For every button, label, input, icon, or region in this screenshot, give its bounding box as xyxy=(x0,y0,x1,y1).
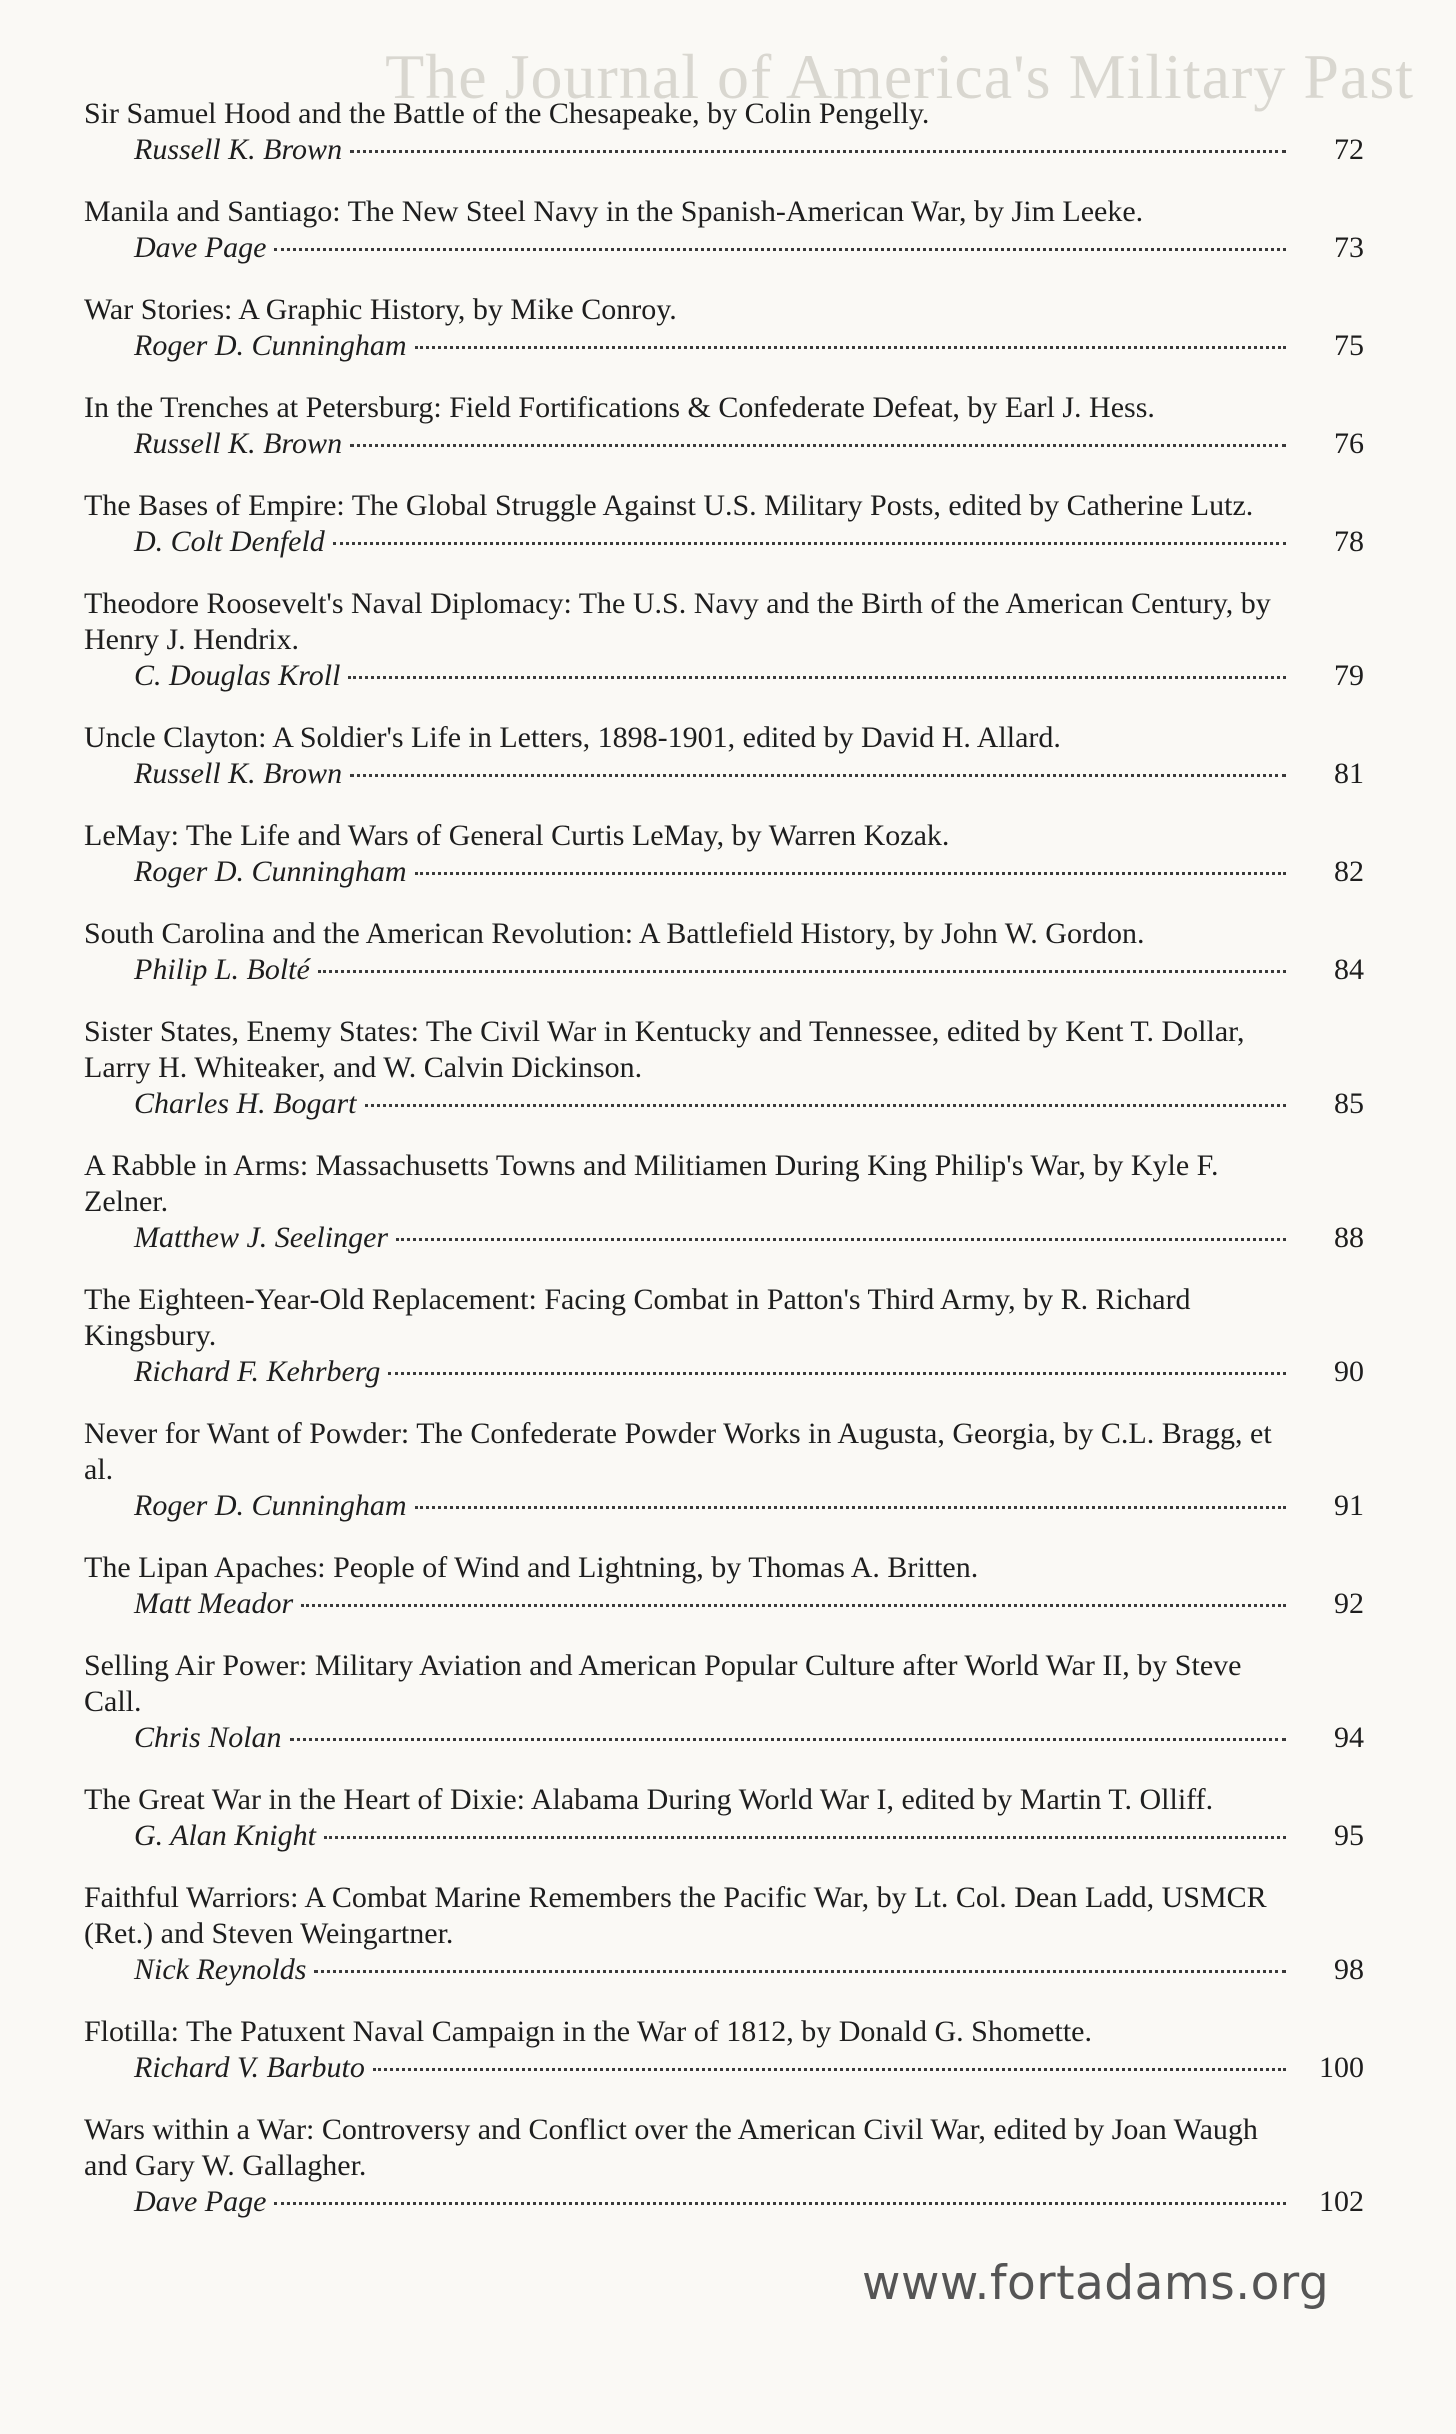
list-item xyxy=(84,96,1364,168)
dot-leader xyxy=(274,248,1286,251)
reviewer-line xyxy=(84,854,1364,890)
entry-page-number: 85 xyxy=(1334,1087,1364,1120)
entry-title: Sister States, Enemy States: The Civil War in Kentucky and Tennessee, edited by Kent T. Dollar, Larry H. Whiteaker, and W. Calvin Dickinson. xyxy=(84,1015,1245,1084)
entry-title: A Rabble in Arms: Massachusetts Towns and Militiamen During King Philip's War, by Kyle F. Zelner. xyxy=(84,1149,1219,1218)
entry-reviewer: Russell K. Brown xyxy=(134,757,343,790)
list-item xyxy=(84,2112,1364,2220)
entry-title: The Lipan Apaches: People of Wind and Lightning, by Thomas A. Britten. xyxy=(84,1551,979,1584)
entry-page-number: 94 xyxy=(1334,1721,1364,1754)
reviewer-line xyxy=(84,1354,1364,1390)
entry-reviewer: Roger D. Cunningham xyxy=(134,1489,407,1522)
entry-reviewer: C. Douglas Kroll xyxy=(134,659,341,692)
entry-page-number: 79 xyxy=(1334,659,1364,692)
entry-reviewer: Charles H. Bogart xyxy=(134,1087,357,1120)
dot-leader xyxy=(415,872,1287,875)
reviewer-line xyxy=(84,952,1364,988)
entry-reviewer: Dave Page xyxy=(134,231,267,264)
dot-leader xyxy=(274,2202,1286,2205)
entry-reviewer: Roger D. Cunningham xyxy=(134,855,407,888)
entry-reviewer: G. Alan Knight xyxy=(134,1819,316,1852)
entry-title: Uncle Clayton: A Soldier's Life in Letters, 1898-1901, edited by David H. Allard. xyxy=(84,721,1061,754)
reviewer-line xyxy=(84,426,1364,462)
reviewer-line xyxy=(84,1220,1364,1256)
entry-reviewer: Chris Nolan xyxy=(134,1721,282,1754)
entry-title: LeMay: The Life and Wars of General Curtis LeMay, by Warren Kozak. xyxy=(84,819,950,852)
list-item xyxy=(84,1782,1364,1854)
entry-page-number: 88 xyxy=(1334,1221,1364,1254)
reviewer-line xyxy=(84,1488,1364,1524)
dot-leader xyxy=(290,1738,1286,1741)
reviewer-line xyxy=(84,230,1364,266)
entry-page-number: 76 xyxy=(1334,427,1364,460)
dot-leader xyxy=(365,1104,1286,1107)
dot-leader xyxy=(373,2068,1286,2071)
dot-leader xyxy=(415,346,1287,349)
entry-reviewer: Russell K. Brown xyxy=(134,427,343,460)
entry-page-number: 72 xyxy=(1334,133,1364,166)
entry-title: Wars within a War: Controversy and Conflict over the American Civil War, edited by Joan Waugh and Gary W. Gallagher. xyxy=(84,2113,1258,2182)
reviewer-line xyxy=(84,1086,1364,1122)
entry-page-number: 91 xyxy=(1334,1489,1364,1522)
dot-leader xyxy=(333,542,1286,545)
list-item xyxy=(84,818,1364,890)
dot-leader xyxy=(396,1238,1286,1241)
entry-reviewer: Russell K. Brown xyxy=(134,133,343,166)
reviewer-line xyxy=(84,524,1364,560)
entry-title: The Great War in the Heart of Dixie: Alabama During World War I, edited by Martin T. Olliff. xyxy=(84,1783,1214,1816)
entry-reviewer: Roger D. Cunningham xyxy=(134,329,407,362)
list-item xyxy=(84,1416,1364,1524)
entry-reviewer: Richard V. Barbuto xyxy=(134,2051,365,2084)
list-item xyxy=(84,390,1364,462)
site-watermark: www.fortadams.org xyxy=(858,2256,1333,2311)
reviewer-line xyxy=(84,756,1364,792)
entry-title: Flotilla: The Patuxent Naval Campaign in the War of 1812, by Donald G. Shomette. xyxy=(84,2015,1092,2048)
list-item xyxy=(84,1014,1364,1122)
entry-title: The Bases of Empire: The Global Struggle Against U.S. Military Posts, edited by Catherine Lutz. xyxy=(84,489,1254,522)
dot-leader xyxy=(301,1604,1286,1607)
entry-page-number: 75 xyxy=(1334,329,1364,362)
entry-reviewer: Richard F. Kehrberg xyxy=(134,1355,381,1388)
entry-reviewer: Nick Reynolds xyxy=(134,1953,307,1986)
list-item xyxy=(84,292,1364,364)
entry-page-number: 98 xyxy=(1334,1953,1364,1986)
entry-reviewer: Matthew J. Seelinger xyxy=(134,1221,389,1254)
entry-page-number: 95 xyxy=(1334,1819,1364,1852)
entry-title: War Stories: A Graphic History, by Mike Conroy. xyxy=(84,293,677,326)
reviewer-line xyxy=(84,658,1364,694)
entry-page-number: 100 xyxy=(1319,2051,1364,2084)
reviewer-line xyxy=(84,1952,1364,1988)
entry-title: South Carolina and the American Revolution: A Battlefield History, by John W. Gordon. xyxy=(84,917,1145,950)
reviewer-line xyxy=(84,2184,1364,2220)
entry-title: In the Trenches at Petersburg: Field Fortifications & Confederate Defeat, by Earl J. Hess. xyxy=(84,391,1155,424)
list-item xyxy=(84,488,1364,560)
bleed-through-header: The Journal of America's Military Past xyxy=(385,41,1414,112)
entry-page-number: 81 xyxy=(1334,757,1364,790)
entry-page-number: 78 xyxy=(1334,525,1364,558)
entry-title: Sir Samuel Hood and the Battle of the Chesapeake, by Colin Pengelly. xyxy=(84,97,930,130)
entry-page-number: 102 xyxy=(1319,2185,1364,2218)
list-item xyxy=(84,1550,1364,1622)
list-item xyxy=(84,1880,1364,1988)
dot-leader xyxy=(415,1506,1287,1509)
dot-leader xyxy=(350,774,1286,777)
dot-leader xyxy=(324,1836,1286,1839)
entry-page-number: 90 xyxy=(1334,1355,1364,1388)
list-item xyxy=(84,1148,1364,1256)
entry-title: Faithful Warriors: A Combat Marine Remembers the Pacific War, by Lt. Col. Dean Ladd, USMCR (Ret.) and Steven Weingartner. xyxy=(84,1881,1267,1950)
entry-page-number: 73 xyxy=(1334,231,1364,264)
dot-leader xyxy=(348,676,1286,679)
entry-page-number: 92 xyxy=(1334,1587,1364,1620)
contents-list xyxy=(84,96,1364,2246)
entry-page-number: 84 xyxy=(1334,953,1364,986)
list-item xyxy=(84,720,1364,792)
reviewer-line xyxy=(84,1818,1364,1854)
dot-leader xyxy=(314,1970,1286,1973)
reviewer-line xyxy=(84,132,1364,168)
entry-reviewer: Dave Page xyxy=(134,2185,267,2218)
dot-leader xyxy=(350,150,1286,153)
list-item xyxy=(84,586,1364,694)
reviewer-line xyxy=(84,2050,1364,2086)
dot-leader xyxy=(350,444,1286,447)
list-item xyxy=(84,1648,1364,1756)
entry-title: Selling Air Power: Military Aviation and American Popular Culture after World War II, by Steve Call. xyxy=(84,1649,1242,1718)
entry-reviewer: D. Colt Denfeld xyxy=(134,525,325,558)
entry-reviewer: Matt Meador xyxy=(134,1587,294,1620)
entry-title: The Eighteen-Year-Old Replacement: Facing Combat in Patton's Third Army, by R. Richard Kingsbury. xyxy=(84,1283,1191,1352)
entry-title: Manila and Santiago: The New Steel Navy in the Spanish-American War, by Jim Leeke. xyxy=(84,195,1144,228)
entry-page-number: 82 xyxy=(1334,855,1364,888)
reviewer-line xyxy=(84,1720,1364,1756)
list-item xyxy=(84,916,1364,988)
dot-leader xyxy=(388,1372,1286,1375)
entry-title: Theodore Roosevelt's Naval Diplomacy: The U.S. Navy and the Birth of the American Century, by Henry J. Hendrix. xyxy=(84,587,1271,656)
reviewer-line xyxy=(84,328,1364,364)
list-item xyxy=(84,2014,1364,2086)
entry-reviewer: Philip L. Bolté xyxy=(134,953,310,986)
dot-leader xyxy=(318,970,1286,973)
entry-title: Never for Want of Powder: The Confederate Powder Works in Augusta, Georgia, by C.L. Bragg, et al. xyxy=(84,1417,1272,1486)
list-item xyxy=(84,194,1364,266)
reviewer-line xyxy=(84,1586,1364,1622)
list-item xyxy=(84,1282,1364,1390)
